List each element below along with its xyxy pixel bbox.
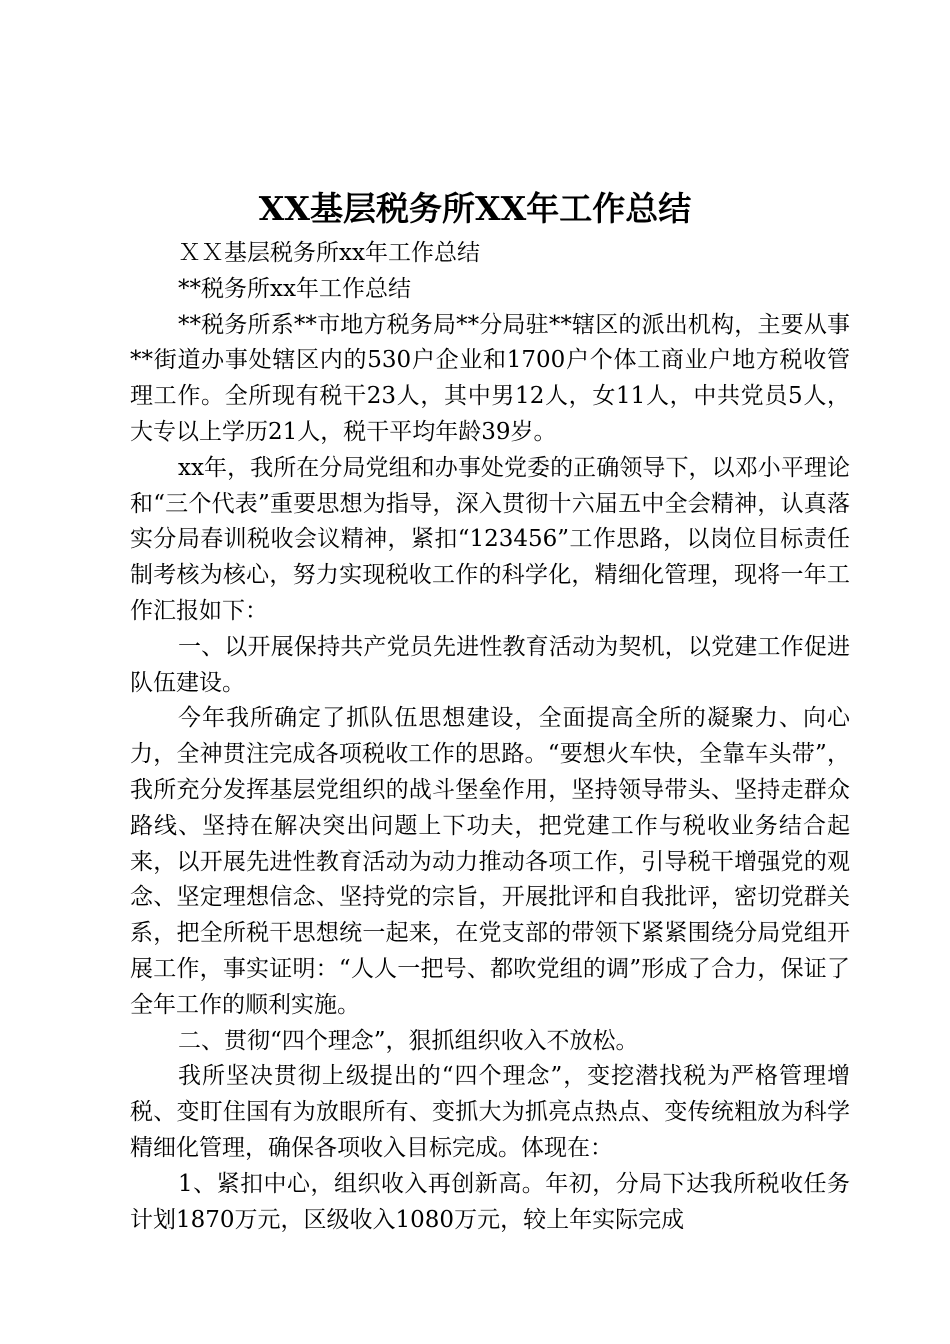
paragraph-item-1: 1、紧扣中心，组织收入再创新高。年初，分局下达我所税收任务计划1870万元，区级收入1080万元，较上年实际完成 — [130, 1170, 850, 1233]
paragraph-overview: xx年，我所在分局党组和办事处党委的正确领导下，以邓小平理论和“三个代表”重要思想为指导，深入贯彻十六届五中全会精神，认真落实分局春训税收会议精神，紧扣“123456”工作思路，以岗位目标责任制考核为核心，努力实现税收工作的科学化，精细化管理，现将一年工作汇报如下： — [130, 454, 850, 624]
paragraph-party-building: 今年我所确定了抓队伍思想建设，全面提高全所的凝聚力、向心力，全神贯注完成各项税收工作的思路。“要想火车快，全靠车头带”，我所充分发挥基层党组织的战斗堡垒作用，坚持领导带头、坚持走群众路线、坚持在解决突出问题上下功夫，把党建工作与税收业务结合起来，以开展先进性教育活动为动力推动各项工作，引导税干增强党的观念、坚定理想信念、坚持党的宗旨，开展批评和自我批评，密切党群关系，把全所税干思想统一起来，在党支部的带领下紧紧围绕分局党组开展工作，事实证明：“人人一把号、都吹党组的调”形成了合力，保证了全年工作的顺利实施。 — [130, 705, 850, 1018]
paragraph-intro: **税务所系**市地方税务局**分局驻**辖区的派出机构，主要从事**街道办事处辖区内的530户企业和1700户个体工商业户地方税收管理工作。全所现有税干23人，其中男12人，女11人，中共党员5人，大专以上学历21人，税干平均年龄39岁。 — [130, 311, 850, 445]
paragraph-subtitle-2: **税务所xx年工作总结 — [178, 275, 411, 302]
section-heading-1: 一、以开展保持共产党员先进性教育活动为契机，以党建工作促进队伍建设。 — [130, 633, 850, 696]
paragraph-subtitle-1: ＸＸ基层税务所xx年工作总结 — [178, 240, 480, 266]
section-heading-2: 二、贯彻“四个理念”，狠抓组织收入不放松。 — [178, 1027, 639, 1054]
document-title: XX基层税务所XX年工作总结 — [258, 189, 692, 228]
document-body — [130, 236, 850, 1238]
paragraph-four-concepts: 我所坚决贯彻上级提出的“四个理念”，变挖潜找税为严格管理增税、变盯住国有为放眼所有、变抓大为抓亮点热点、变传统粗放为科学精细化管理，确保各项收入目标完成。体现在： — [130, 1063, 850, 1161]
